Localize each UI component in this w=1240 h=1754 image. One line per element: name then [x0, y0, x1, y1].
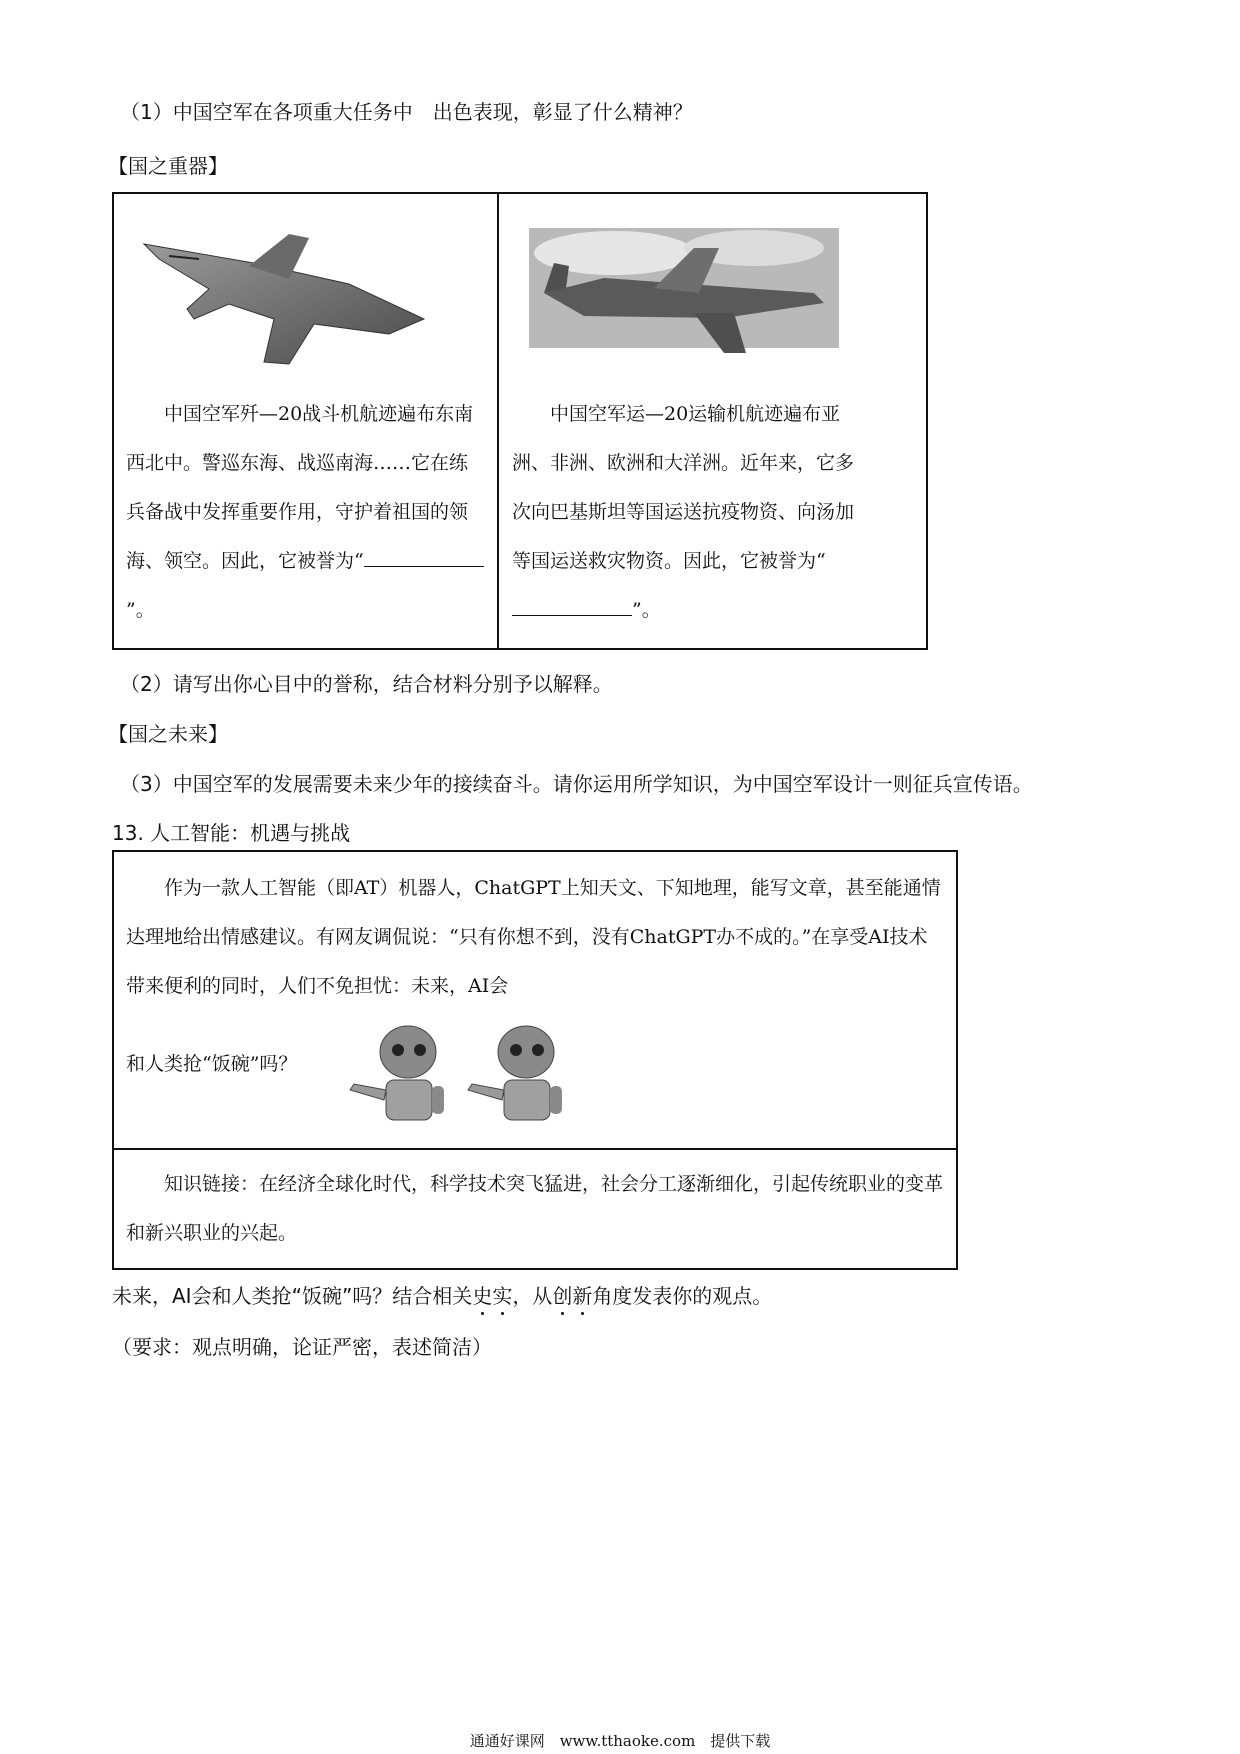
material-divider — [114, 1148, 956, 1150]
answer-blank-right[interactable] — [512, 597, 632, 616]
question-13-title: 13. 人工智能：机遇与挑战 — [112, 821, 351, 845]
material-table — [112, 192, 928, 650]
robot-icon — [464, 1022, 574, 1132]
fighter-jet-image — [139, 224, 439, 374]
sub-question-1: （1）中国空军在各项重大任务中 出色表现，彰显了什么精神？ — [120, 100, 693, 124]
question-13-prompt: 未来，AI会和人类抢“饭碗”吗？结合相关史实，从创新角度发表你的观点。 — [112, 1284, 773, 1308]
transport-plane-image — [524, 208, 844, 368]
robot-icon — [346, 1022, 456, 1132]
ai-material-text: 作为一款人工智能（即AT）机器人，ChatGPT上知天文、下知地理，能写文章，甚至能通情达理地给出情感建议。有网友调侃说：“只有你想不到，没有ChatGPT办不成的。”在享受AI技术带来便利的同时，人们不免担忧：未来，AI会 — [126, 877, 941, 997]
section-heading-weapons: 【国之重器】 — [108, 154, 228, 178]
page-footer: 通通好课网 www.tthaoke.com 提供下载 — [469, 1732, 771, 1750]
table-divider — [497, 194, 499, 648]
question-13-requirement: （要求：观点明确，论证严密，表述简洁） — [112, 1335, 492, 1359]
sub-question-2: （2）请写出你心目中的誉称，结合材料分别予以解释。 — [120, 672, 613, 696]
sub-question-3: （3）中国空军的发展需要未来少年的接续奋斗。请你运用所学知识，为中国空军设计一则征兵宣传语。 — [120, 772, 1033, 796]
ai-material-last-line: 和人类抢“饭碗”吗？ — [126, 1053, 298, 1075]
card-left-text: 中国空军歼—20战斗机航迹遍布东南西北中。警巡东海、战巡南海……它在练兵备战中发挥重要作用，守护着祖国的领海、领空。因此，它被誉为“”。 — [126, 390, 486, 635]
answer-blank-left[interactable] — [364, 548, 484, 567]
section-heading-future: 【国之未来】 — [108, 722, 228, 746]
material-box-ai — [112, 850, 958, 1270]
knowledge-link: 知识链接：在经济全球化时代，科学技术突飞猛进，社会分工逐渐细化，引起传统职业的变革和新兴职业的兴起。 — [126, 1173, 944, 1244]
card-right-text: 中国空军运—20运输机航迹遍布亚洲、非洲、欧洲和大洋洲。近年来，它多次向巴基斯坦等国运送抗疫物资、向汤加等国运送救灾物资。因此，它被誉为“”。 — [512, 403, 855, 621]
